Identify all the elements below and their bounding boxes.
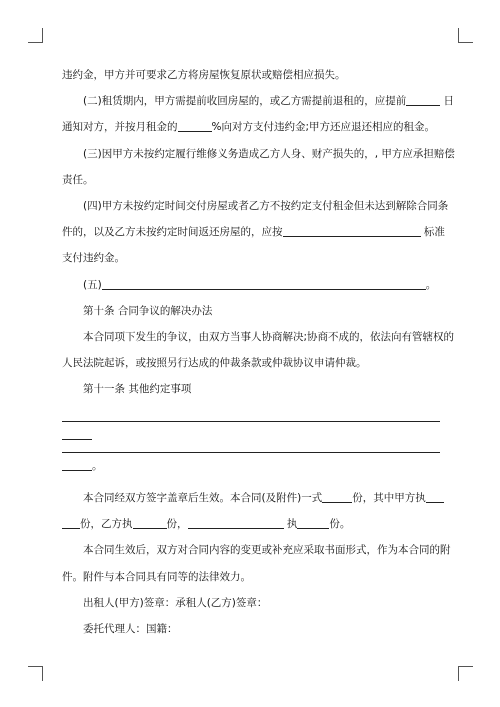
clause-4-line-3: 支付违约金。 xyxy=(62,252,125,265)
spacer xyxy=(62,403,440,421)
fill-blank-percent[interactable] xyxy=(178,119,212,132)
modification-line-2: 件。附件与本合同具有同等的法律效力。 xyxy=(62,570,251,583)
clause-text: 本合同经双方签字盖章后生效。本合同(及附件)一式 xyxy=(83,492,323,505)
fill-blank-short[interactable] xyxy=(62,427,92,440)
clause-text: 份。 xyxy=(329,518,351,531)
clause-2-line-1 xyxy=(62,88,455,114)
article-11-title: 第十一条 其他约定事项 xyxy=(83,383,192,396)
article-10-line-2: 人民法院起诉，或按照另行达成的仲裁条款或仲裁协议申请仲裁。 xyxy=(62,357,367,370)
clause-3-line-2: 责任。 xyxy=(62,173,94,186)
document-body xyxy=(62,62,455,642)
fill-blank-party-a-copies-cont[interactable] xyxy=(62,516,80,529)
fill-blank-short[interactable] xyxy=(62,458,92,471)
fill-blank-party-b-copies[interactable] xyxy=(133,516,167,529)
clause-text: 件的，以及乙方未按约定时间返还房屋的，应按 xyxy=(62,226,283,239)
clause-text: 份，其中甲方执 xyxy=(352,492,426,505)
fill-blank-party-a-copies[interactable] xyxy=(426,490,444,503)
fill-blank-copies[interactable] xyxy=(322,490,352,503)
clause-text: (二)租赁期内，甲方需提前收回房屋的，或乙方需提前退租的，应提前 xyxy=(83,95,407,108)
clause-text: (五) xyxy=(83,278,102,291)
paragraph-line: 违约金，甲方并可要求乙方将房屋恢复原状或赔偿相应损失。 xyxy=(62,69,346,81)
clause-text: %向对方支付违约金;甲方还应退还相应的租金。 xyxy=(211,121,436,134)
clause-text: 标准 xyxy=(423,226,445,239)
effect-line-1 xyxy=(62,485,440,511)
clause-text: 份， xyxy=(166,518,188,531)
clause-text: 通知对方，并按月租金的 xyxy=(62,121,178,134)
crop-mark-bottom-right xyxy=(458,666,473,681)
clause-4-line-1: (四)甲方未按约定时间交付房屋或者乙方不按约定支付租金但未达到解除合同条 xyxy=(83,200,449,213)
clause-5-line xyxy=(62,272,440,298)
modification-line-1: 本合同生效后，双方对合同内容的变更或补充应采取书面形式，作为本合同的附 xyxy=(83,544,451,557)
fill-blank-clause-5[interactable] xyxy=(102,277,426,290)
fill-blank-other-copies[interactable] xyxy=(297,516,329,529)
effect-line-2 xyxy=(62,511,440,537)
article-10-title: 第十条 合同争议的解决办法 xyxy=(83,304,213,317)
clause-3-line-1: (三)因甲方未按约定履行维修义务造成乙方人身、财产损失的，, 甲方应承担赔偿 xyxy=(83,147,455,160)
clause-text: 。 xyxy=(425,278,437,291)
agent-line: 委托代理人：国籍： xyxy=(83,623,178,636)
clause-4-line-2 xyxy=(62,219,445,245)
fill-blank-standard[interactable] xyxy=(283,224,421,237)
blank-line-end-with-period xyxy=(62,453,440,479)
crop-mark-top-left xyxy=(28,28,43,43)
period-mark: 。 xyxy=(92,459,103,472)
clause-text: 日 xyxy=(443,95,455,108)
clause-text: 执 xyxy=(286,518,298,531)
signature-line: 出租人(甲方)签章：承租人(乙方)签章： xyxy=(83,596,268,609)
article-10-line-1: 本合同项下发生的争议，由双方当事人协商解决;协商不成的，依法向有管辖权的 xyxy=(83,331,455,344)
clause-2-line-2 xyxy=(62,114,440,140)
fill-blank-days[interactable] xyxy=(406,93,440,106)
crop-mark-top-right xyxy=(458,28,473,43)
fill-blank-other-party[interactable] xyxy=(188,516,284,529)
clause-text: 份，乙方执 xyxy=(80,518,133,531)
crop-mark-bottom-left xyxy=(28,666,43,681)
blank-line-end xyxy=(62,422,440,448)
